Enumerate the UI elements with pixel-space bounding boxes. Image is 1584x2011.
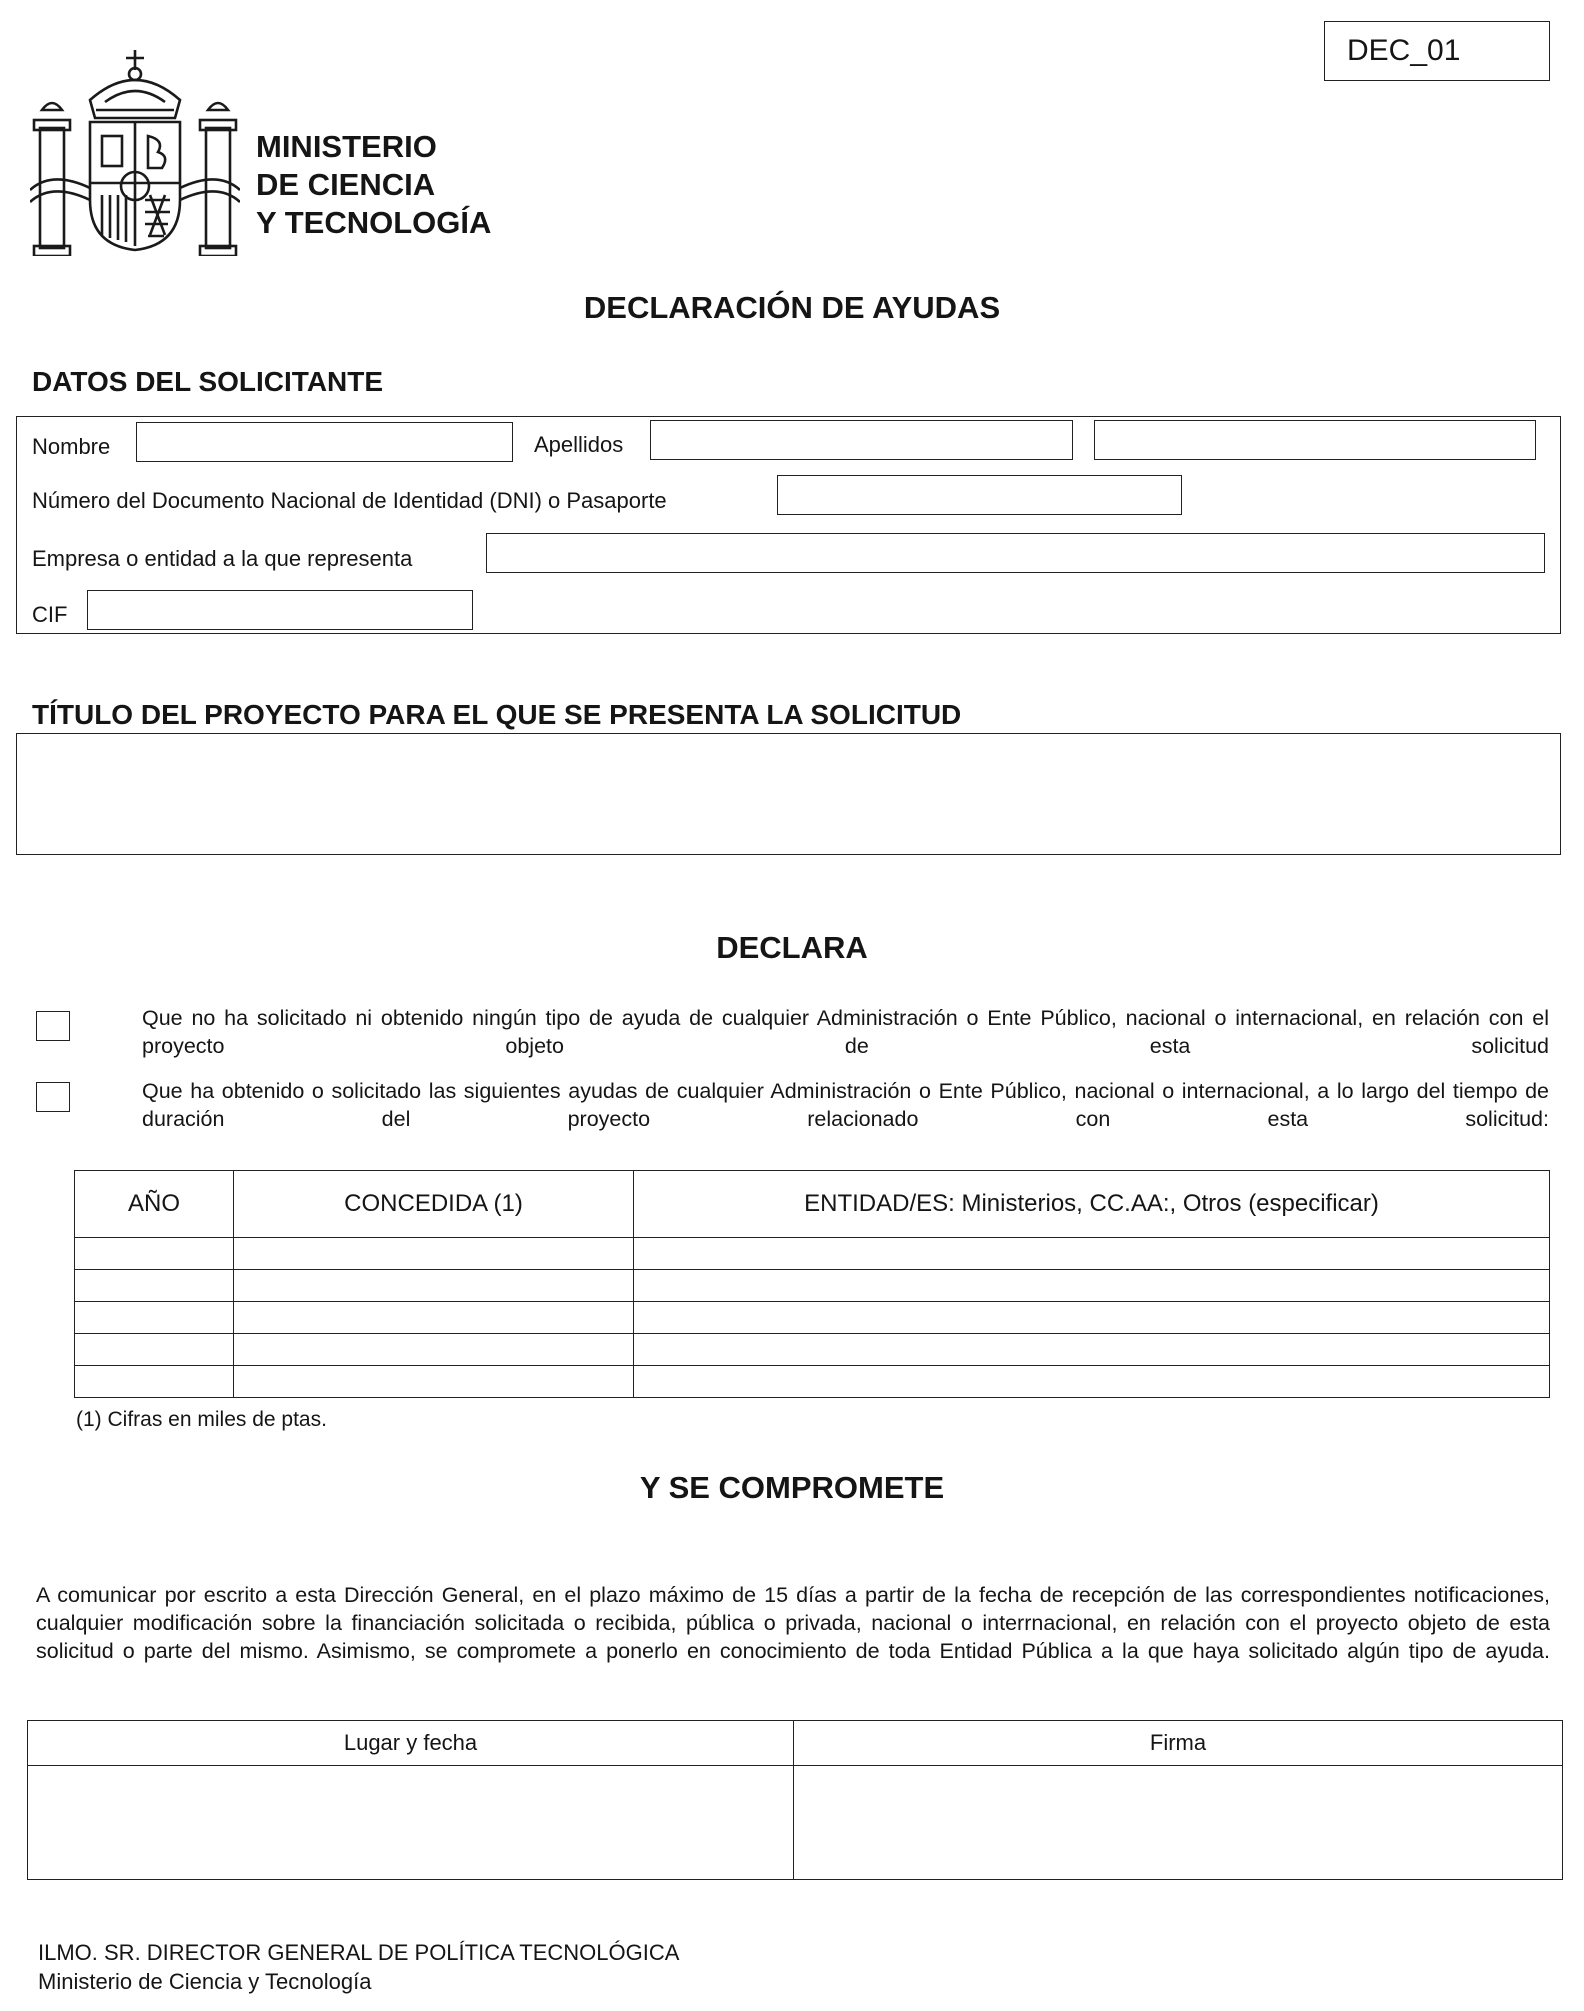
ministry-line-1: MINISTERIO <box>256 129 437 164</box>
table-cell-ano[interactable] <box>75 1366 234 1398</box>
table-cell-entidad[interactable] <box>634 1270 1550 1302</box>
form-code: DEC_01 <box>1347 34 1461 67</box>
table-cell-concedida[interactable] <box>234 1366 634 1398</box>
addressee-line-1: ILMO. SR. DIRECTOR GENERAL DE POLÍTICA TECNOLÓGICA <box>38 1940 680 1965</box>
applicant-section-heading: DATOS DEL SOLICITANTE <box>32 366 384 397</box>
table-row <box>75 1238 1550 1270</box>
table-cell-ano[interactable] <box>75 1238 234 1270</box>
empresa-label: Empresa o entidad a la que representa <box>32 546 413 571</box>
table-cell-ano[interactable] <box>75 1334 234 1366</box>
table-row <box>75 1366 1550 1398</box>
table-cell-ano[interactable] <box>75 1302 234 1334</box>
signature-table <box>27 1720 1563 1880</box>
compromete-heading: Y SE COMPROMETE <box>639 1470 945 1505</box>
dni-label: Número del Documento Nacional de Identidad (DNI) o Pasaporte <box>32 488 667 513</box>
declara-heading: DECLARA <box>716 930 868 965</box>
cif-field[interactable] <box>87 590 473 630</box>
table-row <box>75 1270 1550 1302</box>
table-cell-entidad[interactable] <box>634 1238 1550 1270</box>
apellido-1-field[interactable] <box>650 420 1073 460</box>
addressee <box>38 1938 679 1996</box>
apellidos-label: Apellidos <box>534 432 624 457</box>
place-date-field[interactable] <box>28 1766 794 1880</box>
apellido-2-field[interactable] <box>1094 420 1536 460</box>
no-aid-checkbox[interactable] <box>36 1011 70 1041</box>
table-cell-entidad[interactable] <box>634 1366 1550 1398</box>
ministry-line-3: Y TECNOLOGÍA <box>256 205 492 240</box>
place-date-label: Lugar y fecha <box>28 1721 794 1766</box>
table-row <box>75 1334 1550 1366</box>
signature-label: Firma <box>794 1721 1563 1766</box>
table-cell-entidad[interactable] <box>634 1334 1550 1366</box>
table-cell-concedida[interactable] <box>234 1334 634 1366</box>
no-aid-statement: Que no ha solicitado ni obtenido ningún tipo de ayuda de cualquier Administración o Ente Público, nacional o internacional, en relación con el proyecto objeto de esta solicitud <box>142 1006 1549 1058</box>
signature-table-header <box>28 1721 1563 1766</box>
table-cell-concedida[interactable] <box>234 1238 634 1270</box>
page-title: DECLARACIÓN DE AYUDAS <box>583 290 1001 325</box>
aid-table <box>74 1170 1550 1398</box>
table-cell-entidad[interactable] <box>634 1302 1550 1334</box>
cif-label: CIF <box>32 602 68 627</box>
signature-field[interactable] <box>794 1766 1563 1880</box>
table-cell-concedida[interactable] <box>234 1270 634 1302</box>
aid-obtained-statement: Que ha obtenido o solicitado las siguientes ayudas de cualquier Administración o Ente Público, nacional o internacional, a lo largo del tiempo de duración del proyecto relacionado con esta solicitud: <box>142 1079 1549 1131</box>
empresa-field[interactable] <box>486 533 1545 573</box>
table-cell-ano[interactable] <box>75 1270 234 1302</box>
form-code-box <box>1324 21 1550 81</box>
column-header-concedida: CONCEDIDA (1) <box>234 1171 634 1238</box>
aid-obtained-checkbox[interactable] <box>36 1082 70 1112</box>
column-header-ano: AÑO <box>75 1171 234 1238</box>
signature-table-body <box>28 1766 1563 1880</box>
spanish-coat-of-arms-icon <box>30 40 240 256</box>
project-title-heading: TÍTULO DEL PROYECTO PARA EL QUE SE PRESENTA LA SOLICITUD <box>32 699 962 730</box>
ministry-line-2: DE CIENCIA <box>256 167 436 202</box>
table-row <box>75 1302 1550 1334</box>
nombre-field[interactable] <box>136 422 513 462</box>
column-header-entidad: ENTIDAD/ES: Ministerios, CC.AA:, Otros (especificar) <box>634 1171 1550 1238</box>
project-title-field[interactable] <box>16 733 1561 855</box>
addressee-line-2: Ministerio de Ciencia y Tecnología <box>38 1969 372 1994</box>
ministry-name <box>256 128 491 242</box>
nombre-label: Nombre <box>32 434 111 459</box>
compromete-text: A comunicar por escrito a esta Dirección General, en el plazo máximo de 15 días a partir de la fecha de recepción de las correspondientes notificaciones, cualquier modificación sobre la financiación solicitada o recibida, pública o privada, nacional o interrnacional, en relación con el proyecto objeto de esta solicitud o parte del mismo. Asimismo, se compromete a ponerlo en conocimiento de toda Entidad Pública a la que haya solicitado algún tipo de ayuda. <box>36 1583 1550 1663</box>
table-cell-concedida[interactable] <box>234 1302 634 1334</box>
aid-table-footnote: (1) Cifras en miles de ptas. <box>76 1408 327 1431</box>
aid-table-header <box>75 1171 1550 1238</box>
dni-field[interactable] <box>777 475 1182 515</box>
